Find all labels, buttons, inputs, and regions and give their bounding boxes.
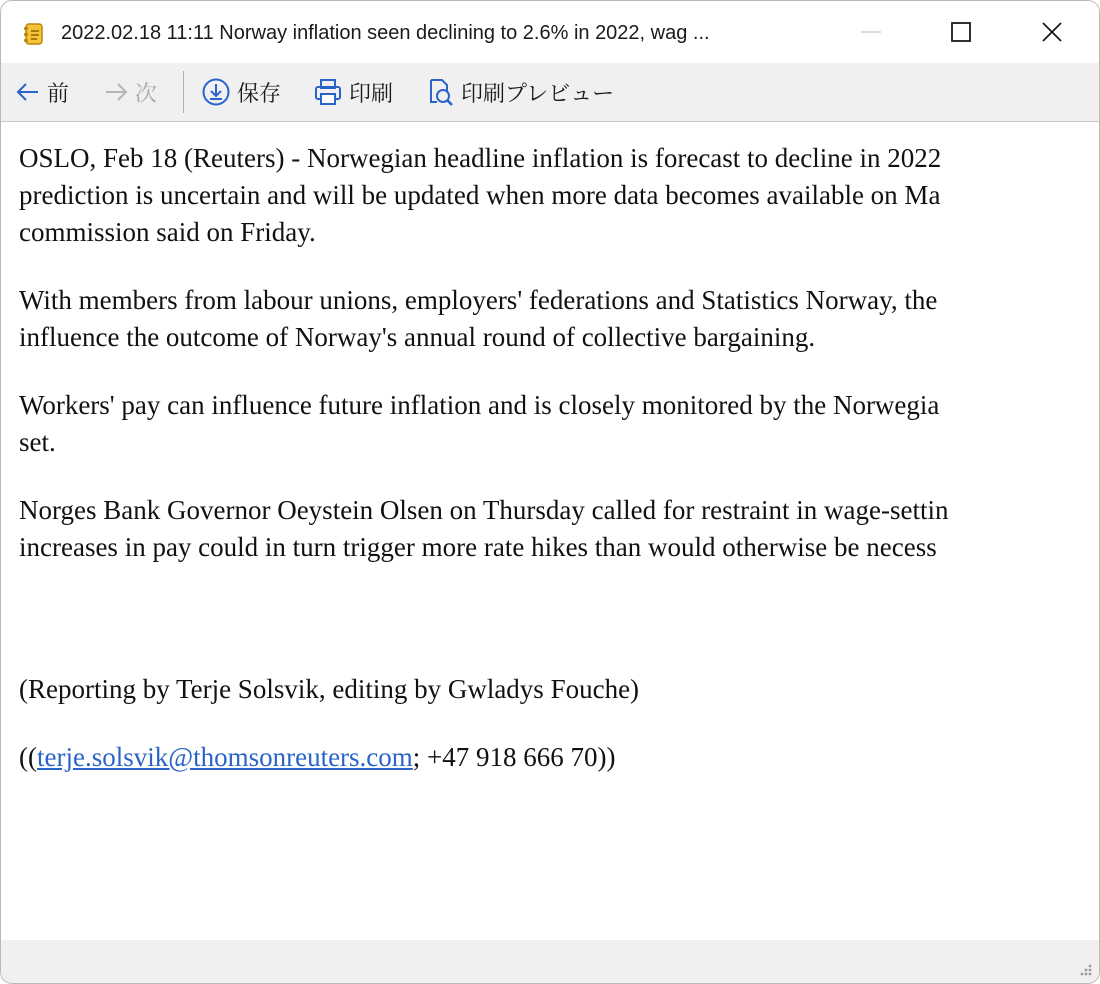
print-preview-label: 印刷プレビュー — [461, 80, 615, 106]
back-label: 前 — [47, 80, 70, 106]
close-button[interactable] — [1006, 1, 1096, 63]
resize-grip-icon[interactable] — [1077, 961, 1093, 977]
article-line: prediction is uncertain and will be updated when more data becomes available on Ma — [19, 180, 941, 210]
forward-label: 次 — [135, 80, 158, 106]
back-button[interactable] — [15, 75, 69, 109]
email-link[interactable]: terje.solsvik@thomsonreuters.com — [36, 742, 413, 772]
article-line: influence the outcome of Norway's annual round of collective bargaining. — [19, 322, 816, 352]
reporting-credit: (Reporting by Terje Solsvik, editing by Gwladys Fouche) — [19, 674, 640, 704]
article-line: set. — [19, 427, 56, 457]
toolbar-divider — [183, 71, 184, 113]
toolbar — [1, 63, 1099, 122]
minimize-icon — [826, 1, 916, 63]
article-line: With members from labour unions, employers' federations and Statistics Norway, the — [19, 285, 938, 315]
print-preview-button[interactable] — [425, 75, 614, 109]
contact-phone: ; +47 918 666 70)) — [412, 742, 616, 772]
save-button[interactable] — [201, 75, 281, 109]
print-label: 印刷 — [349, 80, 394, 106]
minimize-button[interactable] — [826, 1, 916, 63]
article-line: Workers' pay can influence future inflation and is closely monitored by the Norwegia — [19, 390, 940, 420]
close-icon — [1006, 1, 1096, 63]
arrow-right-icon — [103, 81, 129, 103]
maximize-button[interactable] — [916, 1, 1006, 63]
title-bar[interactable] — [1, 1, 1099, 63]
print-preview-icon — [425, 77, 455, 107]
notepad-icon — [23, 22, 45, 46]
maximize-icon — [916, 1, 1006, 63]
article-line: OSLO, Feb 18 (Reuters) - Norwegian headline inflation is forecast to decline in 2022 — [19, 143, 942, 173]
save-label: 保存 — [237, 80, 282, 106]
forward-button[interactable] — [103, 75, 157, 109]
article-view[interactable] — [1, 122, 1099, 940]
print-button[interactable] — [313, 75, 393, 109]
contact-prefix: (( — [19, 742, 37, 772]
download-icon — [201, 77, 231, 107]
article-line: commission said on Friday. — [19, 217, 316, 247]
printer-icon — [313, 77, 343, 107]
contact-line — [19, 739, 1099, 776]
article-line: Norges Bank Governor Oeystein Olsen on Thursday called for restraint in wage-settin — [19, 495, 949, 525]
article-body — [19, 140, 1099, 776]
window-title: 2022.02.18 11:11 Norway inflation seen declining to 2.6% in 2022, wag ... — [61, 22, 710, 44]
article-line: increases in pay could in turn trigger more rate hikes than would otherwise be necess — [19, 532, 937, 562]
arrow-left-icon — [15, 81, 41, 103]
status-bar — [1, 940, 1099, 983]
